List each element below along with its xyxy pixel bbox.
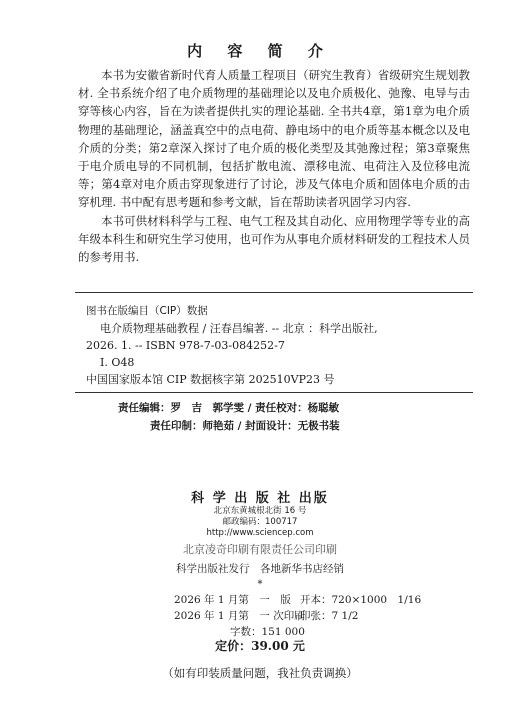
page-title: 内 容 简 介	[187, 42, 333, 60]
cip-bottom-rule	[75, 392, 473, 393]
publisher-name: 科 学 出 版 社 出版	[191, 491, 329, 506]
print-date: 2026 年 1 月第 一 次印刷	[174, 610, 305, 622]
staff-line-2: 责任印制：师艳茹 / 封面设计：无极书装	[150, 420, 340, 432]
publisher-website[interactable]: http://www.sciencep.com	[206, 528, 314, 538]
staff-line-1: 责任编辑：罗 吉 郭学雯 / 责任校对：杨聪敏	[118, 402, 340, 414]
cip-line-1: 电介质物理基础教程 / 汪春昌编著. -- 北京 ：科学出版社,	[100, 322, 378, 335]
cip-line-2: 2026. 1. -- ISBN 978-7-03-084252-7	[86, 339, 285, 352]
cip-line-3: Ⅰ. O48	[100, 356, 135, 369]
cip-block	[86, 303, 466, 388]
book-format: 开本：720×1000 1/16	[300, 594, 422, 606]
cip-line-4: 中国国家版本馆 CIP 数据核字第 202510VP23 号	[86, 373, 335, 386]
printer: 北京凌奇印刷有限责任公司印刷	[183, 543, 337, 556]
price: 定价：39.00 元	[215, 639, 305, 653]
publisher-block	[0, 487, 520, 539]
distribution: 科学出版社发行 各地新华书店经销	[176, 563, 344, 575]
cip-heading: 图书在版编目（CIP）数据	[86, 305, 208, 317]
separator-star: *	[257, 579, 263, 590]
edition-date: 2026 年 1 月第 一 版	[174, 594, 291, 606]
print-sheets: 印张：7 1/2	[300, 610, 359, 622]
cip-top-rule	[75, 292, 473, 293]
publisher-address: 北京东黄城根北街 16 号	[213, 506, 307, 516]
summary-paragraph-1: 本书为安徽省新时代育人质量工程项目（研究生教育）省级研究生规划教材. 全书系统介绍了电介质物理的基础理论以及电介质极化、弛豫、电导与击穿等核心内容，旨在为读者提供扎实的理论基础. 全书共4章，第1章为电介质物理的基础理论，涵盖真空中的点电荷、静电场中的电介质等基本概念以及电介质的分类；第2章深入探讨了电介质的极化类型及其弛豫过程；第3章聚焦于电介质电导的不同机制，包括扩散电流、漂移电流、电荷注入及位移电流等；第4章对电介质击穿现象进行了讨论，涉及气体电介质和固体电介质的击穿机理. 书中配有思考题和参考文献，旨在帮助读者巩固学习内容.	[78, 68, 470, 210]
publisher-postcode: 邮政编码：100717	[222, 517, 298, 527]
quality-contact-note: （如有印装质量问题，我社负责调换）	[162, 666, 358, 680]
word-count: 字数：151 000	[230, 626, 305, 638]
content-summary	[78, 66, 470, 266]
summary-paragraph-2: 本书可供材料科学与工程、电气工程及其自动化、应用物理学等专业的高年级本科生和研究生学习使用，也可作为从事电介质材料研发的工程技术人员的参考用书.	[78, 213, 470, 265]
